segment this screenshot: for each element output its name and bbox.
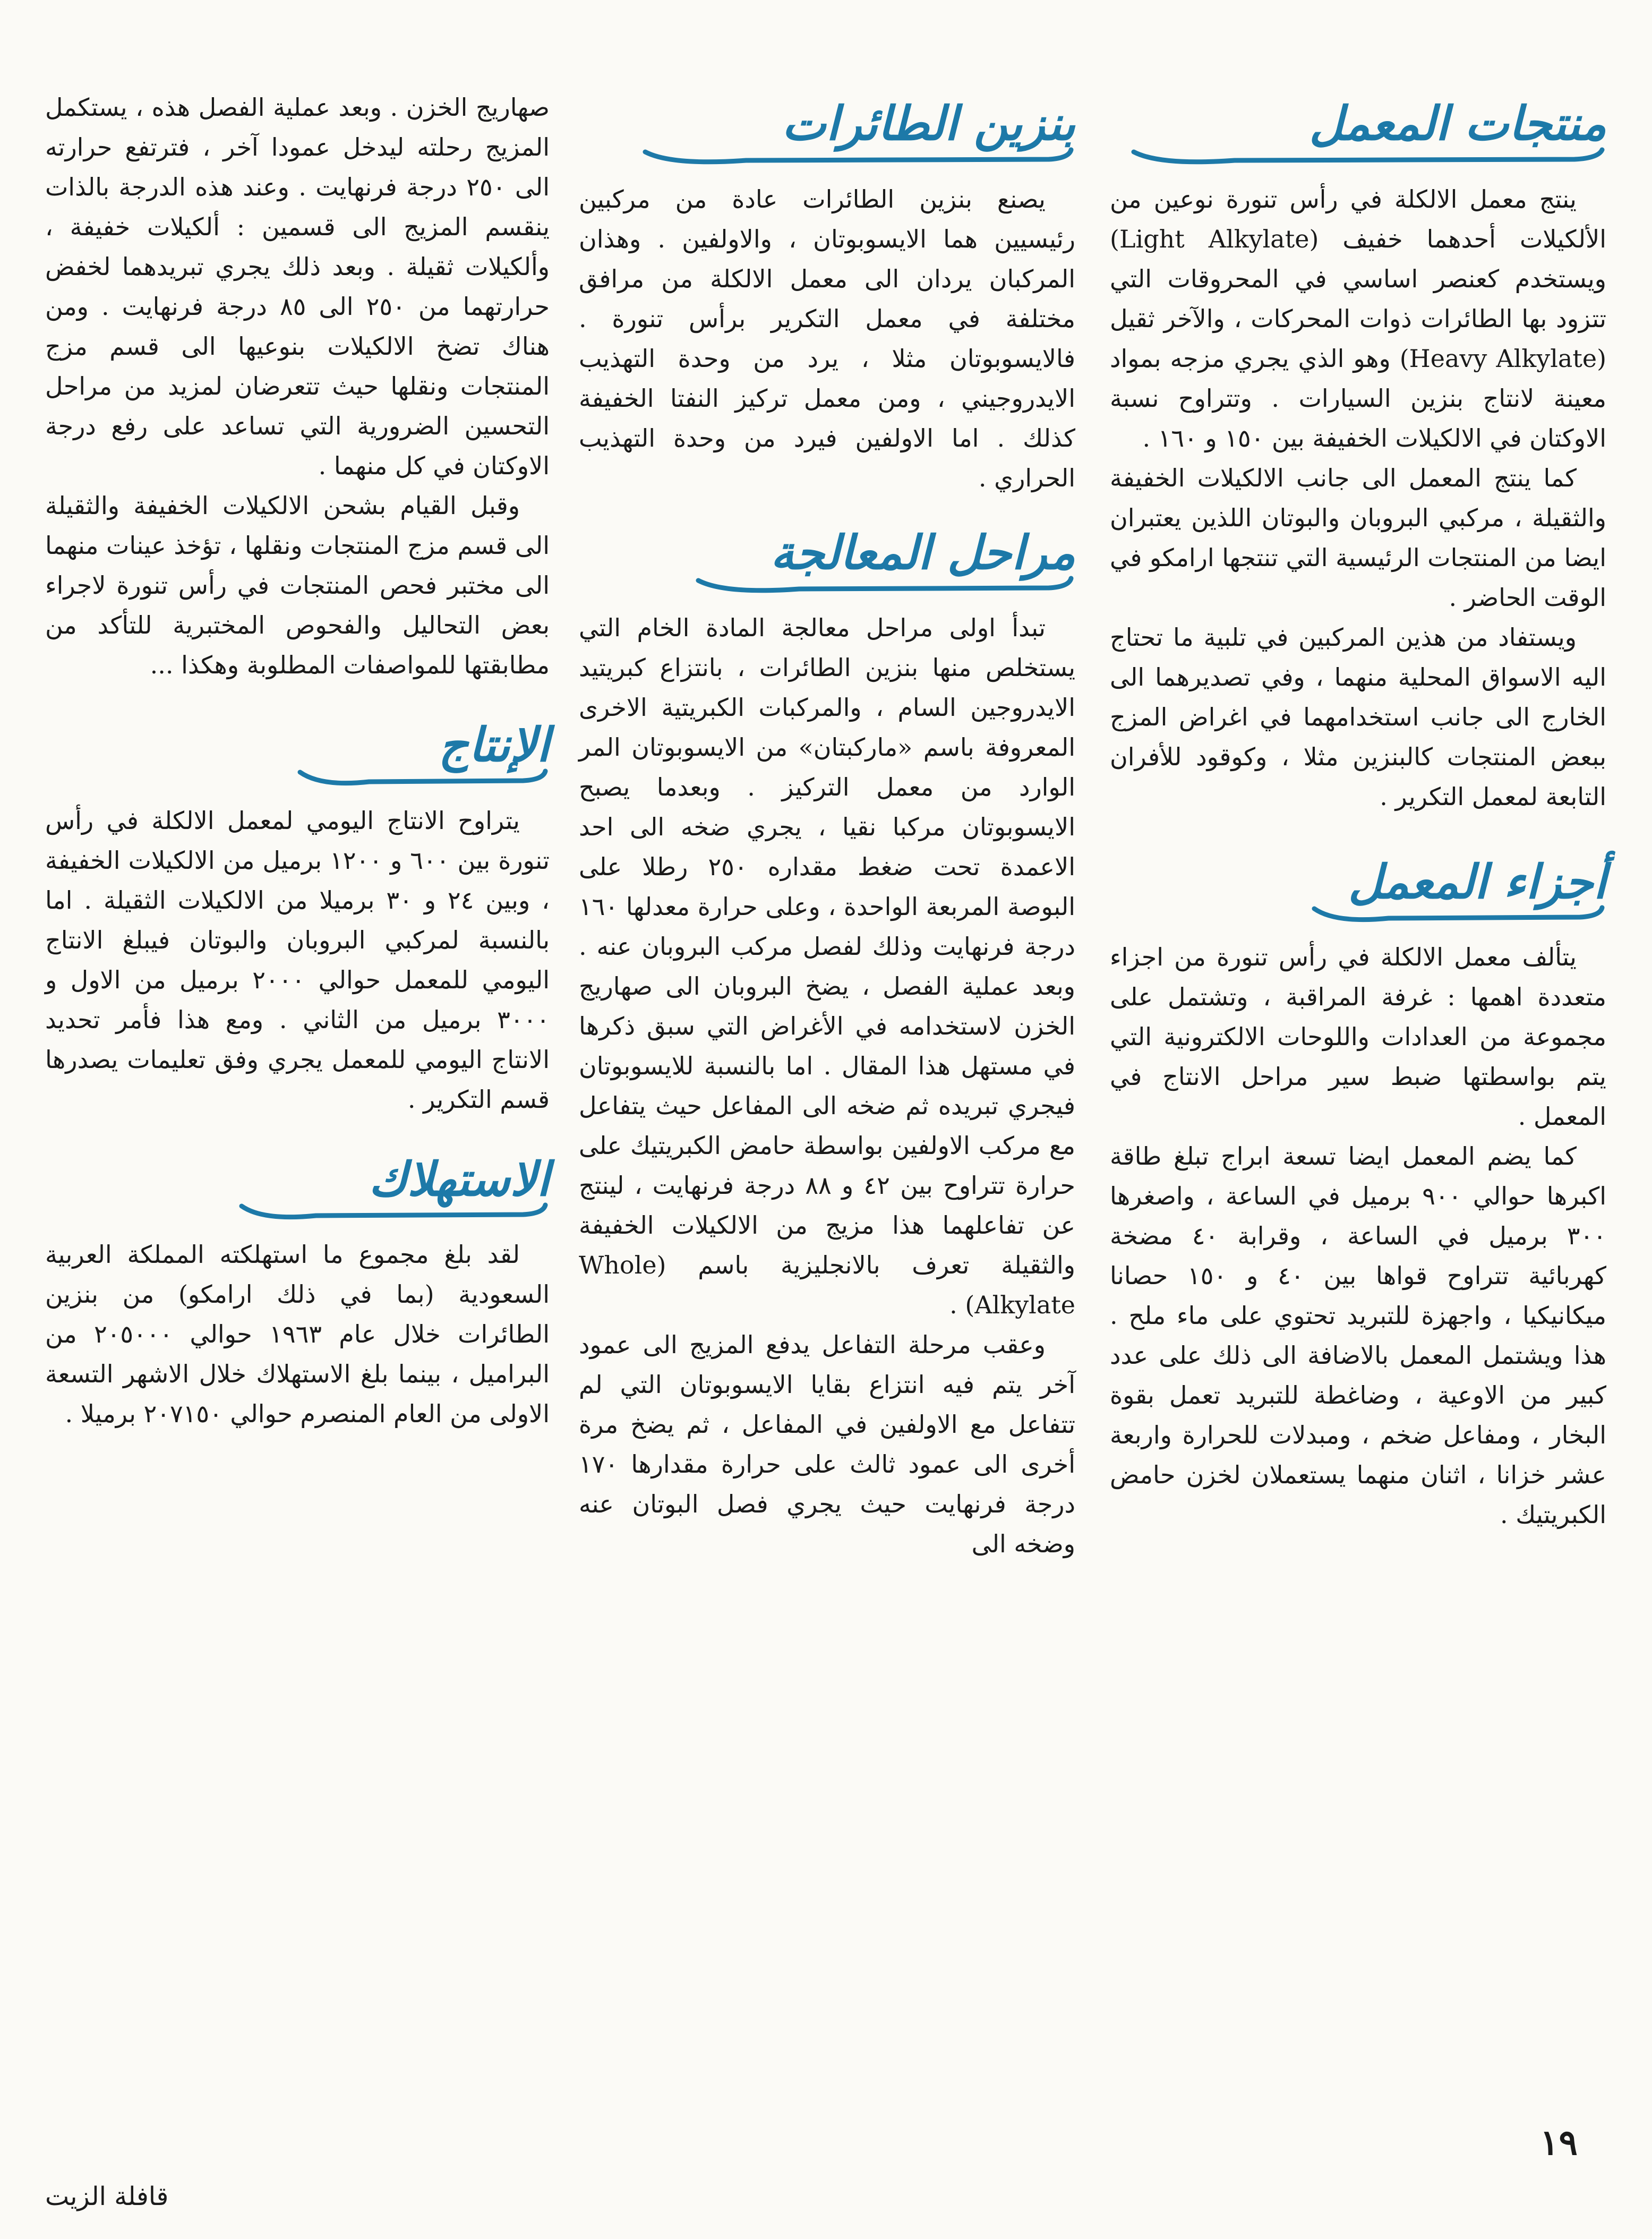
paragraph: يتراوح الانتاج اليومي لمعمل الالكلة في رأس تنورة بين ٦٠٠ و ١٢٠٠ برميل من الالكيلات الخفيفة ، وبين ٢٤ و ٣٠ برميلا من الالكيلات الثقيلة . اما بالنسبة لمركبي البروبان والبوتان فيبلغ الانتاج اليومي للمعمل حوالي ٢٠٠٠ برميل من الاول و ٣٠٠٠ برميل من الثاني . ومع هذا فأمر تحديد الانتاج اليومي للمعمل يجري وفق تعليمات يصدرها قسم التكرير . bbox=[45, 806, 550, 1114]
section-heading-products bbox=[1110, 96, 1606, 170]
page-number: ١٩ bbox=[1540, 2122, 1578, 2163]
heading-swash-decoration bbox=[693, 574, 1075, 595]
heading-swash-decoration bbox=[1309, 903, 1606, 925]
paragraph: ويستفاد من هذين المركبين في تلبية ما تحتاج اليه الاسواق المحلية منهما ، وفي تصديرهما الى الخارج الى جانب استخدامهما في اغراض المزج ببعض المنتجات كالبنزين مثلا ، وكوقود للأفران التابعة لمعمل التكرير . bbox=[1110, 622, 1606, 811]
section-title: منتجات المعمل bbox=[1309, 96, 1606, 151]
heading-swash-decoration bbox=[236, 1201, 550, 1222]
article-column-middle bbox=[579, 80, 1075, 1564]
article-column-right bbox=[1110, 80, 1606, 1535]
paragraph: كما ينتج المعمل الى جانب الالكيلات الخفيفة والثقيلة ، مركبي البروبان والبوتان اللذين يعتبران ايضا من المنتجات الرئيسية التي تنتجها ارامكو في الوقت الحاضر . bbox=[1110, 463, 1606, 612]
section-heading-plant-parts bbox=[1110, 854, 1606, 928]
section-title: مراحل المعالجة bbox=[770, 524, 1075, 580]
section-title: الاستهلاك bbox=[369, 1151, 550, 1207]
magazine-footer-label: قافلة الزيت bbox=[45, 2182, 169, 2211]
section-heading-processing-stages bbox=[579, 525, 1075, 599]
paragraph: ينتج معمل الالكلة في رأس تنورة نوعين من الألكيلات أحدهما خفيف (Light Alkylate) ويستخدم كعنصر اساسي في المحروقات التي تتزود بها الطائرات ذوات المحركات ، والآخر ثقيل (Heavy Alkylate) وهو الذي يجري مزجه بمواد معينة لانتاج بنزين السيارات . وتتراوح نسبة الاوكتان في الالكيلات الخفيفة بين ١٥٠ و ١٦٠ . bbox=[1110, 184, 1607, 452]
paragraph: يصنع بنزين الطائرات عادة من مركبين رئيسيين هما الايسوبوتان ، والاولفين . وهذان المركبان يردان الى معمل الالكلة من مرافق مختلفة في معمل التكرير برأس تنورة . فالايسوبوتان مثلا ، يرد من وحدة التهذيب الايدروجيني ، ومن معمل تركيز النفتا الخفيفة كذلك . اما الاولفين فيرد من وحدة التهذيب الحراري . bbox=[579, 184, 1075, 492]
paragraph: كما يضم المعمل ايضا تسعة ابراج تبلغ طاقة اكبرها حوالي ٩٠٠ برميل في الساعة ، واصغرها ٣٠٠ برميل في الساعة ، وقرابة ٤٠ مضخة كهربائية تتراوح قواها بين ٤٠ و ١٥٠ حصانا ميكانيكيا ، واجهزة للتبريد تحتوي على ماء ملح . هذا ويشتمل المعمل بالاضافة الى ذلك على عدد كبير من الاوعية ، وضاغطة للتبريد تعمل بقوة البخار ، ومفاعل ضخم ، ومبدلات للحرارة واربعة عشر خزانا ، اثنان منهما يستعملان لخزن حامض الكبريتيك . bbox=[1110, 1142, 1606, 1529]
heading-swash-decoration bbox=[1128, 146, 1606, 167]
section-heading-aviation-gasoline bbox=[579, 96, 1075, 170]
paragraph: يتألف معمل الالكلة في رأس تنورة من اجزاء متعددة اهمها : غرفة المراقبة ، وتشتمل على مجموعة من العدادات واللوحات الالكترونية التي يتم بواسطتها ضبط سير مراحل الانتاج في المعمل . bbox=[1110, 943, 1606, 1131]
heading-swash-decoration bbox=[295, 767, 550, 788]
article-column-left bbox=[45, 88, 550, 1434]
section-title: بنزين الطائرات bbox=[782, 96, 1075, 151]
section-heading-consumption bbox=[45, 1151, 550, 1226]
paragraph: صهاريج الخزن . وبعد عملية الفصل هذه ، يستكمل المزيج رحلته ليدخل عمودا آخر ، فترتفع حرارته الى ٢٥٠ درجة فرنهايت . وعند هذه الدرجة بالذات ينقسم المزيج الى قسمين : ألكيلات خفيفة ، وألكيلات ثقيلة . وبعد ذلك يجري تبريدهما لخفض حرارتهما من ٢٥٠ الى ٨٥ درجة فرنهايت . ومن هناك تضخ الالكيلات بنوعيها الى قسم مزج المنتجات ونقلها حيث تتعرضان لمزيد من مراحل التحسين الضرورية التي تساعد على رفع درجة الاوكتان في كل منهما . bbox=[45, 93, 550, 480]
paragraph: وعقب مرحلة التفاعل يدفع المزيج الى عمود آخر يتم فيه انتزاع بقايا الايسوبوتان التي لم تتفاعل مع الاولفين في المفاعل ، ثم يضخ مرة أخرى الى عمود ثالث على حرارة مقدارها ١٧٠ درجة فرنهايت حيث يجري فصل البوتان عنه وضخه الى bbox=[579, 1330, 1075, 1559]
section-heading-production bbox=[45, 717, 550, 791]
section-title: أجزاء المعمل bbox=[1348, 853, 1606, 909]
paragraph: وقبل القيام بشحن الالكيلات الخفيفة والثقيلة الى قسم مزج المنتجات ونقلها ، تؤخذ عينات منهما الى مختبر فحص المنتجات في رأس تنورة لاجراء بعض التحاليل والفحوص المختبرية للتأكد من مطابقتها للمواصفات المطلوبة وهكذا ... bbox=[45, 491, 550, 679]
heading-swash-decoration bbox=[640, 146, 1075, 167]
paragraph: لقد بلغ مجموع ما استهلكته المملكة العربية السعودية (بما في ذلك ارامكو) من بنزين الطائرات خلال عام ١٩٦٣ حوالي ٢٠٥٠٠٠ من البراميل ، بينما بلغ الاستهلاك خلال الاشهر التسعة الاولى من العام المنصرم حوالي ٢٠٧١٥٠ برميلا . bbox=[45, 1240, 550, 1429]
paragraph: تبدأ اولى مراحل معالجة المادة الخام التي يستخلص منها بنزين الطائرات ، بانتزاع كبريتيد الايدروجين السام ، والمركبات الكبريتية الاخرى المعروفة باسم «ماركبتان» من الايسوبوتان المر الوارد من معمل التركيز . وبعدما يصبح الايسوبوتان مركبا نقيا ، يجري ضخه الى احد الاعمدة تحت ضغط مقداره ٢٥٠ رطلا على البوصة المربعة الواحدة ، وعلى حرارة معدلها ١٦٠ درجة فرنهايت وذلك لفصل مركب البروبان عنه . وبعد عملية الفصل ، يضخ البروبان الى صهاريج الخزن لاستخدامه في الأغراض التي سبق ذكرها في مستهل هذا المقال . اما بالنسبة للايسوبوتان فيجري تبريده ثم ضخه الى المفاعل حيث يتفاعل مع مركب الاولفين بواسطة حامض الكبريتيك على حرارة تتراوح بين ٤٢ و ٨٨ درجة فرنهايت ، لينتج عن تفاعلهما هذا مزيج من الالكيلات الخفيفة والثقيلة تعرف بالانجليزية باسم (Whole Alkylate) . bbox=[579, 613, 1075, 1320]
section-title: الإنتاج bbox=[438, 717, 550, 772]
